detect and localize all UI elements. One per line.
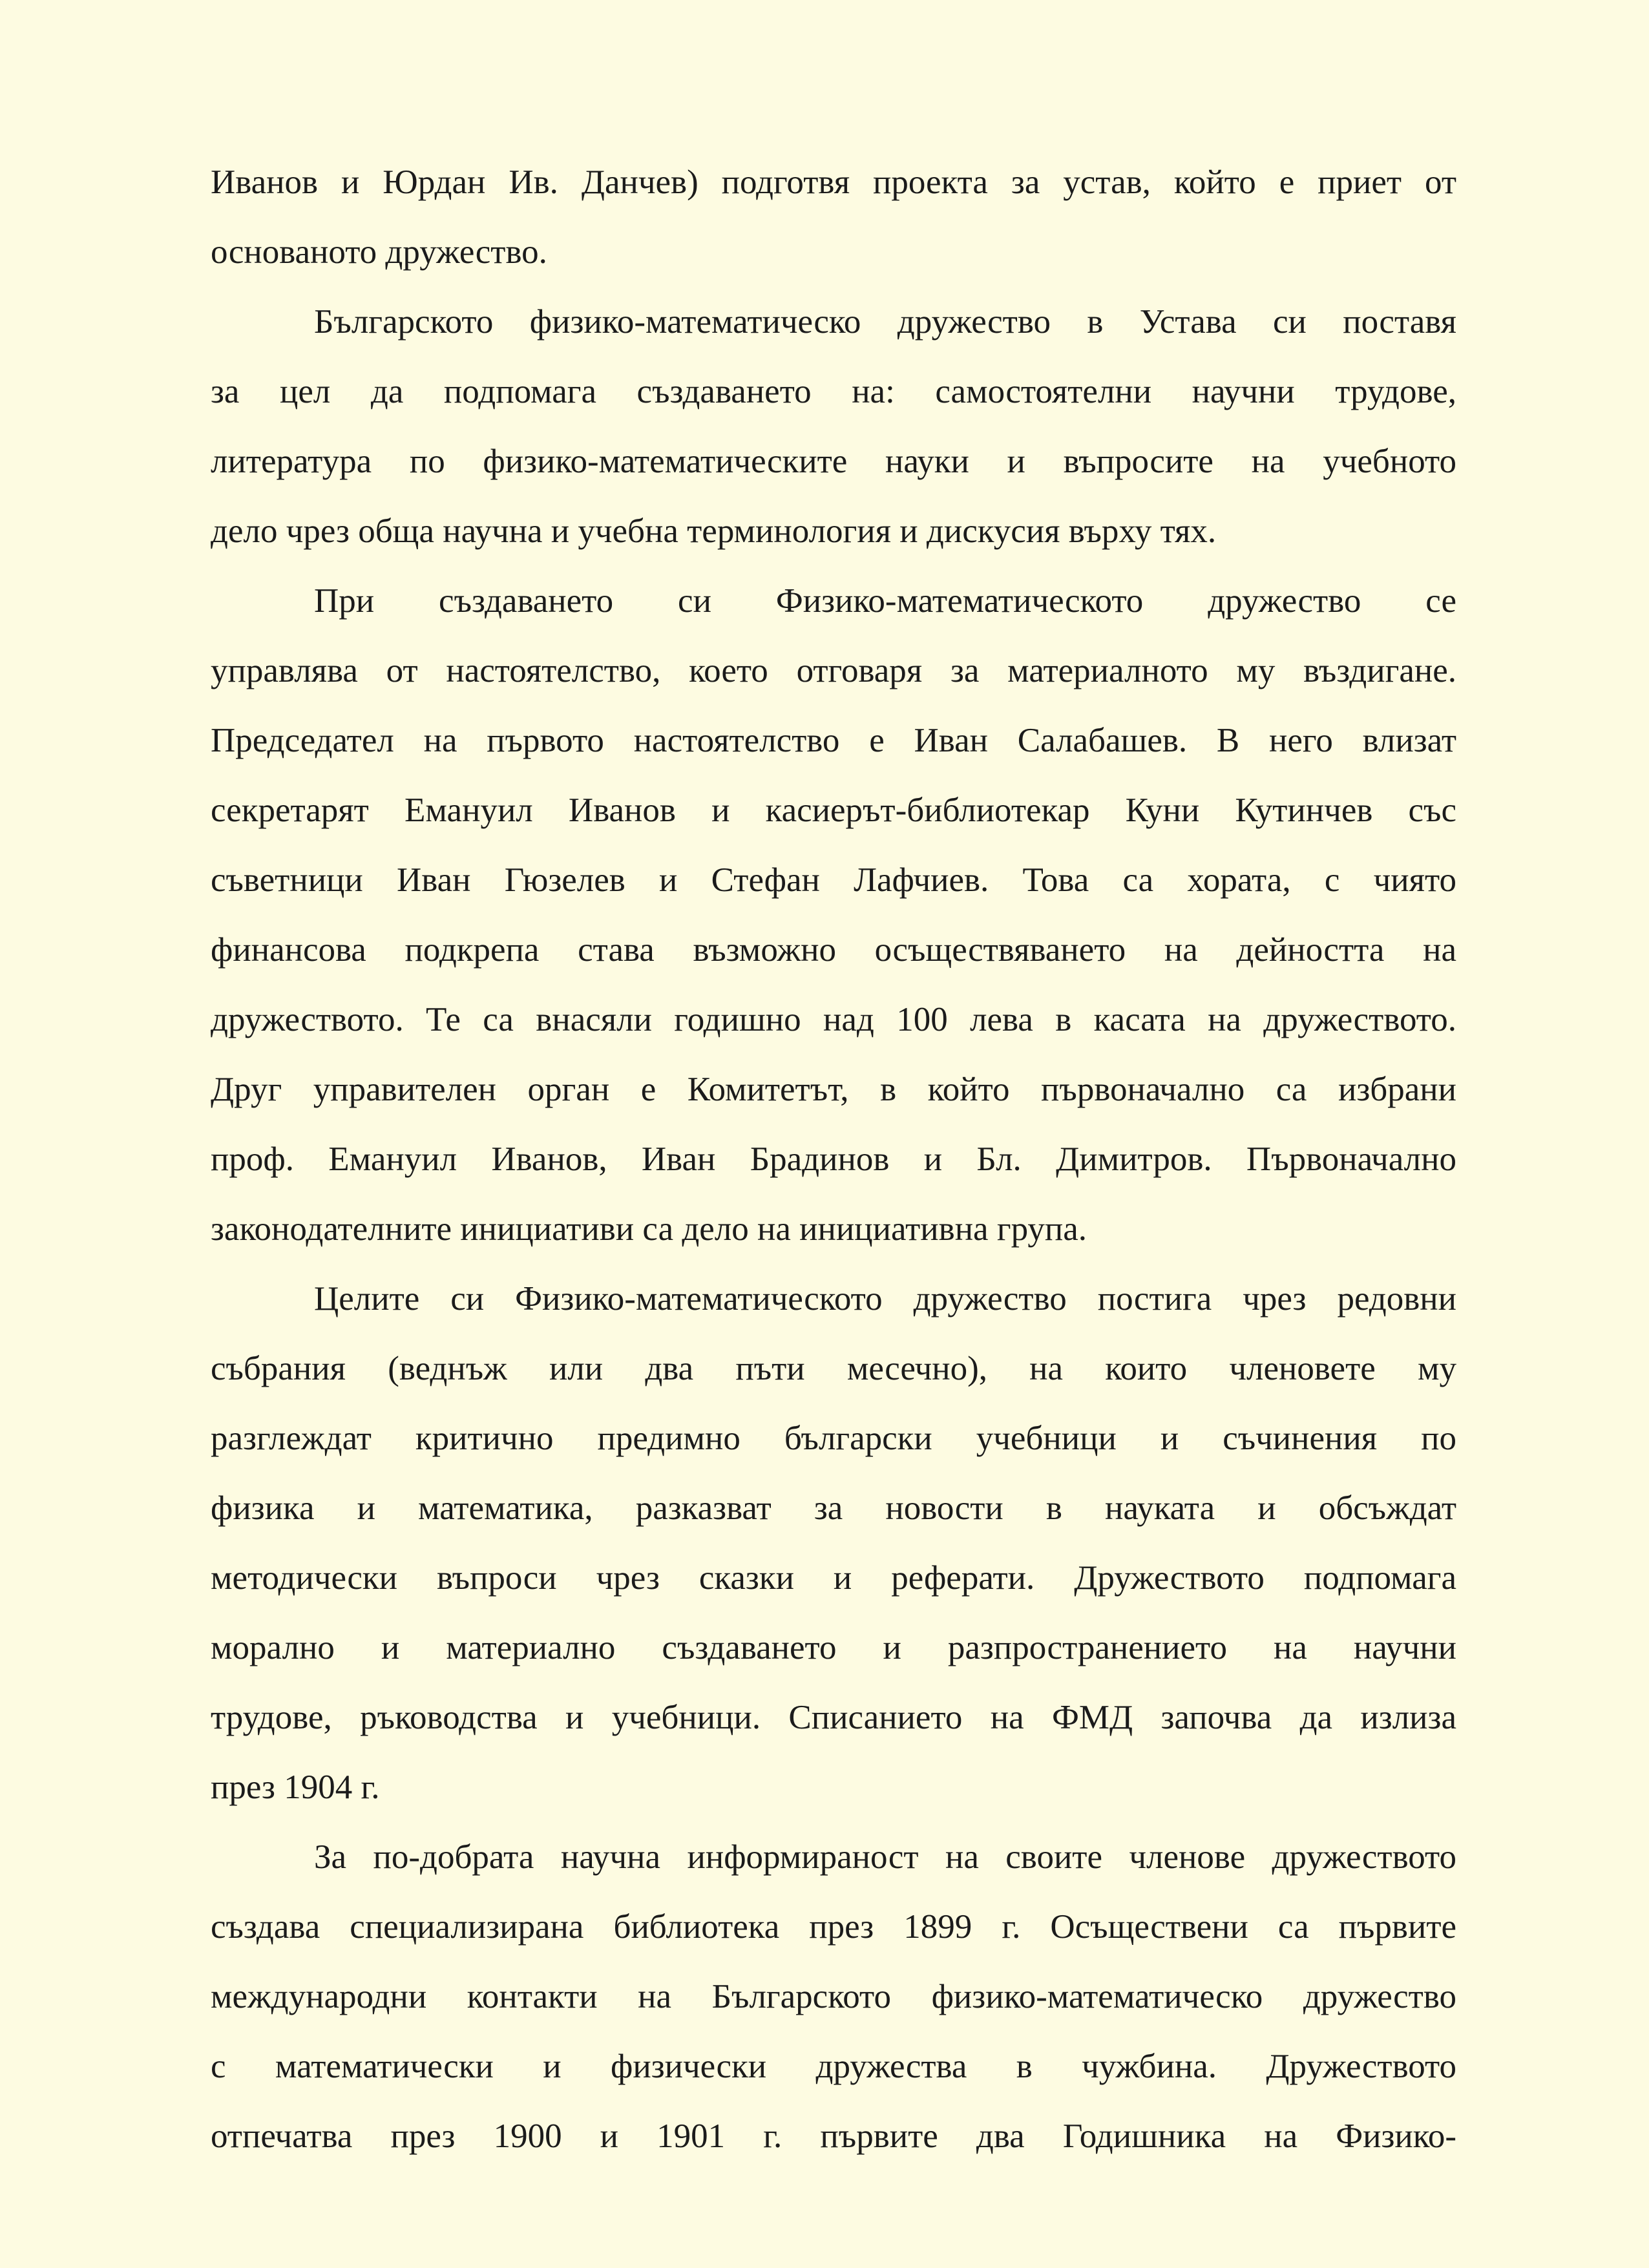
text-line: морално и материално създаването и разпространението на научни — [211, 1629, 1456, 1666]
text-line: основаното дружество. — [211, 233, 547, 271]
text-line: финансова подкрепа става възможно осъществяването на дейността на — [211, 931, 1456, 969]
paragraph-3 — [211, 566, 1456, 1264]
paragraph-2 — [211, 287, 1456, 566]
text-line: литература по физико-математическите науки и въпросите на учебното — [211, 443, 1456, 480]
text-line: отпечатва през 1900 и 1901 г. първите два Годишника на Физико- — [211, 2117, 1456, 2155]
text-line: създава специализирана библиотека през 1899 г. Осъществени са първите — [211, 1908, 1456, 1946]
text-line: физика и математика, разказват за новости в науката и обсъждат — [211, 1489, 1456, 1527]
text-line: проф. Емануил Иванов, Иван Брадинов и Бл. Димитров. Първоначално — [211, 1140, 1456, 1178]
text-line: Друг управителен орган е Комитетът, в който първоначално са избрани — [211, 1071, 1456, 1108]
paragraph-5 — [211, 1822, 1456, 2171]
text-line: Председател на първото настоятелство е Иван Салабашев. В него влизат — [211, 722, 1456, 759]
text-line: дружеството. Те са внасяли годишно над 100 лева в касата на дружеството. — [211, 1001, 1456, 1038]
text-line: методически въпроси чрез сказки и реферати. Дружеството подпомага — [211, 1559, 1456, 1597]
paragraph-4 — [211, 1264, 1456, 1822]
document-body — [211, 147, 1456, 2171]
text-line: трудове, ръководства и учебници. Списанието на ФМД започва да излиза — [211, 1699, 1456, 1736]
text-line: с математически и физически дружества в чужбина. Дружеството — [211, 2048, 1456, 2085]
text-line: законодателните инициативи са дело на инициативна група. — [211, 1210, 1087, 1248]
text-line: международни контакти на Българското физико-математическо дружество — [211, 1978, 1456, 2015]
text-line: през 1904 г. — [211, 1769, 380, 1806]
text-line: Иванов и Юрдан Ив. Данчев) подготвя проекта за устав, който е приет от — [211, 163, 1456, 201]
paragraph-1 — [211, 147, 1456, 287]
text-line: съветници Иван Гюзелев и Стефан Лафчиев. Това са хората, с чиято — [211, 861, 1456, 899]
text-line: управлява от настоятелство, което отговаря за материалното му въздигане. — [211, 652, 1456, 689]
text-line: дело чрез обща научна и учебна терминология и дискусия върху тях. — [211, 512, 1217, 550]
text-line: Българското физико-математическо дружество в Устава си поставя — [314, 303, 1456, 341]
text-line: За по-добрата научна информираност на своите членове дружеството — [314, 1838, 1456, 1876]
text-line: секретарят Емануил Иванов и касиерът-библиотекар Куни Кутинчев със — [211, 792, 1456, 829]
text-line: събрания (веднъж или два пъти месечно), на които членовете му — [211, 1350, 1456, 1387]
text-line: При създаването си Физико-математическото дружество се — [314, 582, 1456, 620]
text-line: разглеждат критично предимно български учебници и съчинения по — [211, 1420, 1456, 1457]
text-line: за цел да подпомага създаването на: самостоятелни научни трудове, — [211, 373, 1456, 410]
text-line: Целите си Физико-математическото дружество постига чрез редовни — [314, 1280, 1456, 1318]
